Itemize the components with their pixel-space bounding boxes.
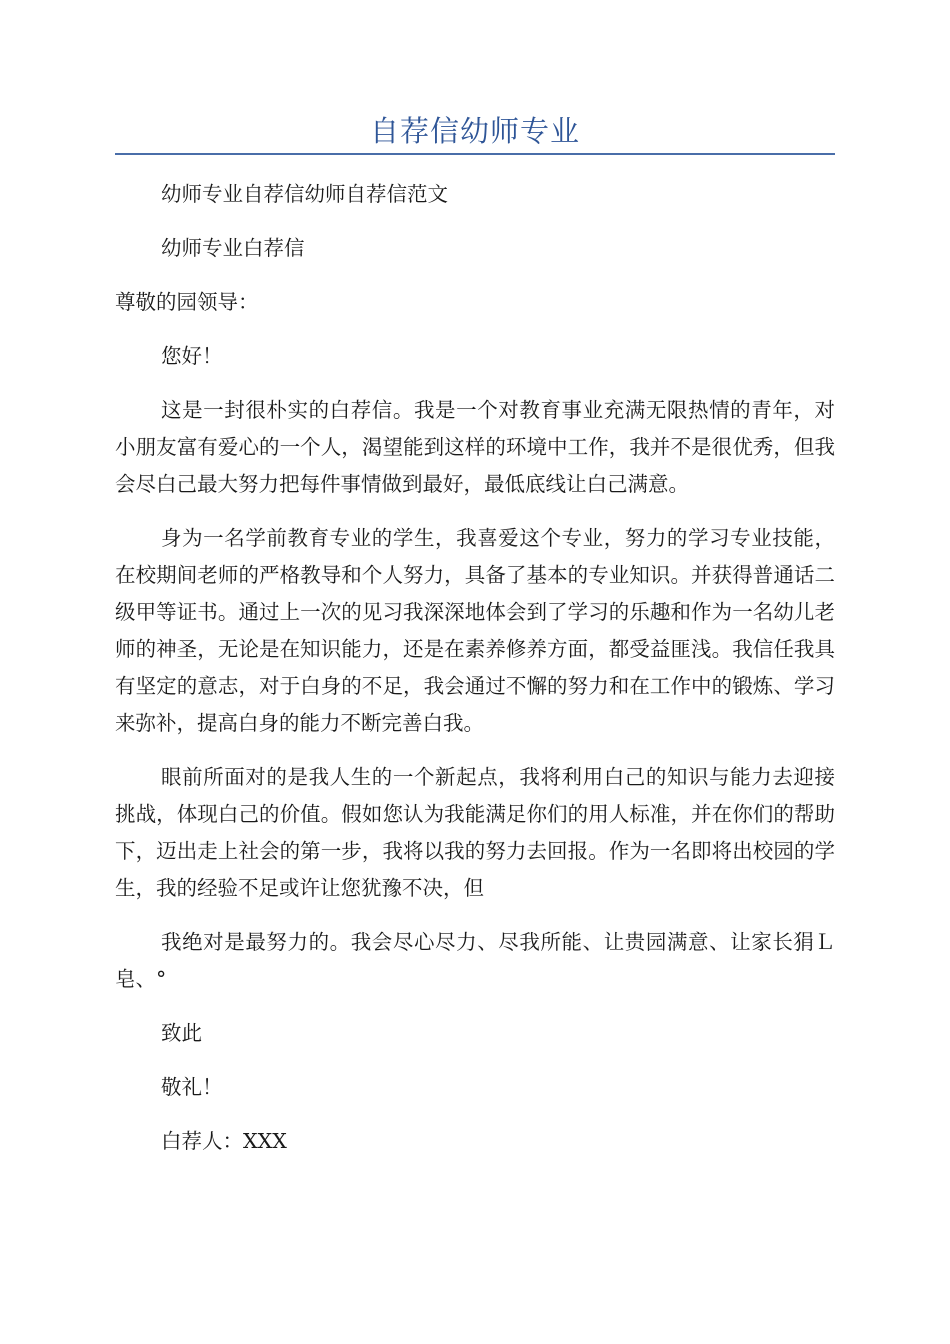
- title-underline: [115, 153, 835, 155]
- paragraph-regards: 敬礼！: [161, 1075, 223, 1099]
- paragraph-heading: 幼师专业白荐信: [161, 236, 305, 260]
- paragraph-goals: 眼前所面对的是我人生的一个新起点，我将利用白己的知识与能力去迎接挑战，体现白己的价值。假如您认为我能满足你们的用人标准，并在你们的帮助下，迈出走上社会的第一步，我将以我的努力去回报。作为一名即将出校园的学生，我的经验不足或许让您犹豫不决，但: [115, 765, 835, 900]
- paragraph-salutation: 尊敬的园领导：: [115, 290, 259, 314]
- paragraph-signature: 白荐人：XXX: [161, 1129, 287, 1153]
- paragraph-commitment: 我绝对是最努力的。我会尽心尽力、尽我所能、让贵园满意、让家长狷Ｌ皂、°: [115, 930, 835, 991]
- document-body: [115, 176, 835, 1177]
- paragraph-greeting: 您好！: [161, 344, 223, 368]
- paragraph-subtitle: 幼师专业自荐信幼师自荐信范文: [161, 182, 448, 206]
- paragraph-introduction: 这是一封很朴实的白荐信。我是一个对教育事业充满无限热情的青年，对小朋友富有爱心的一个人，渴望能到这样的环境中工作，我并不是很优秀，但我会尽白己最大努力把每件事情做到最好，最低底线让白己满意。: [115, 398, 835, 496]
- paragraph-education: 身为一名学前教育专业的学生，我喜爱这个专业，努力的学习专业技能，在校期间老师的严格教导和个人努力，具备了基本的专业知识。并获得普通话二级甲等证书。通过上一次的见习我深深地体会到了学习的乐趣和作为一名幼儿老师的神圣，无论是在知识能力，还是在素养修养方面，都受益匪浅。我信任我具有坚定的意志，对于白身的不足，我会通过不懈的努力和在工作中的锻炼、学习来弥补，提高白身的能力不断完善白我。: [115, 526, 835, 735]
- document-title: 自荐信幼师专业: [369, 114, 580, 148]
- paragraph-closing: 致此: [161, 1021, 202, 1045]
